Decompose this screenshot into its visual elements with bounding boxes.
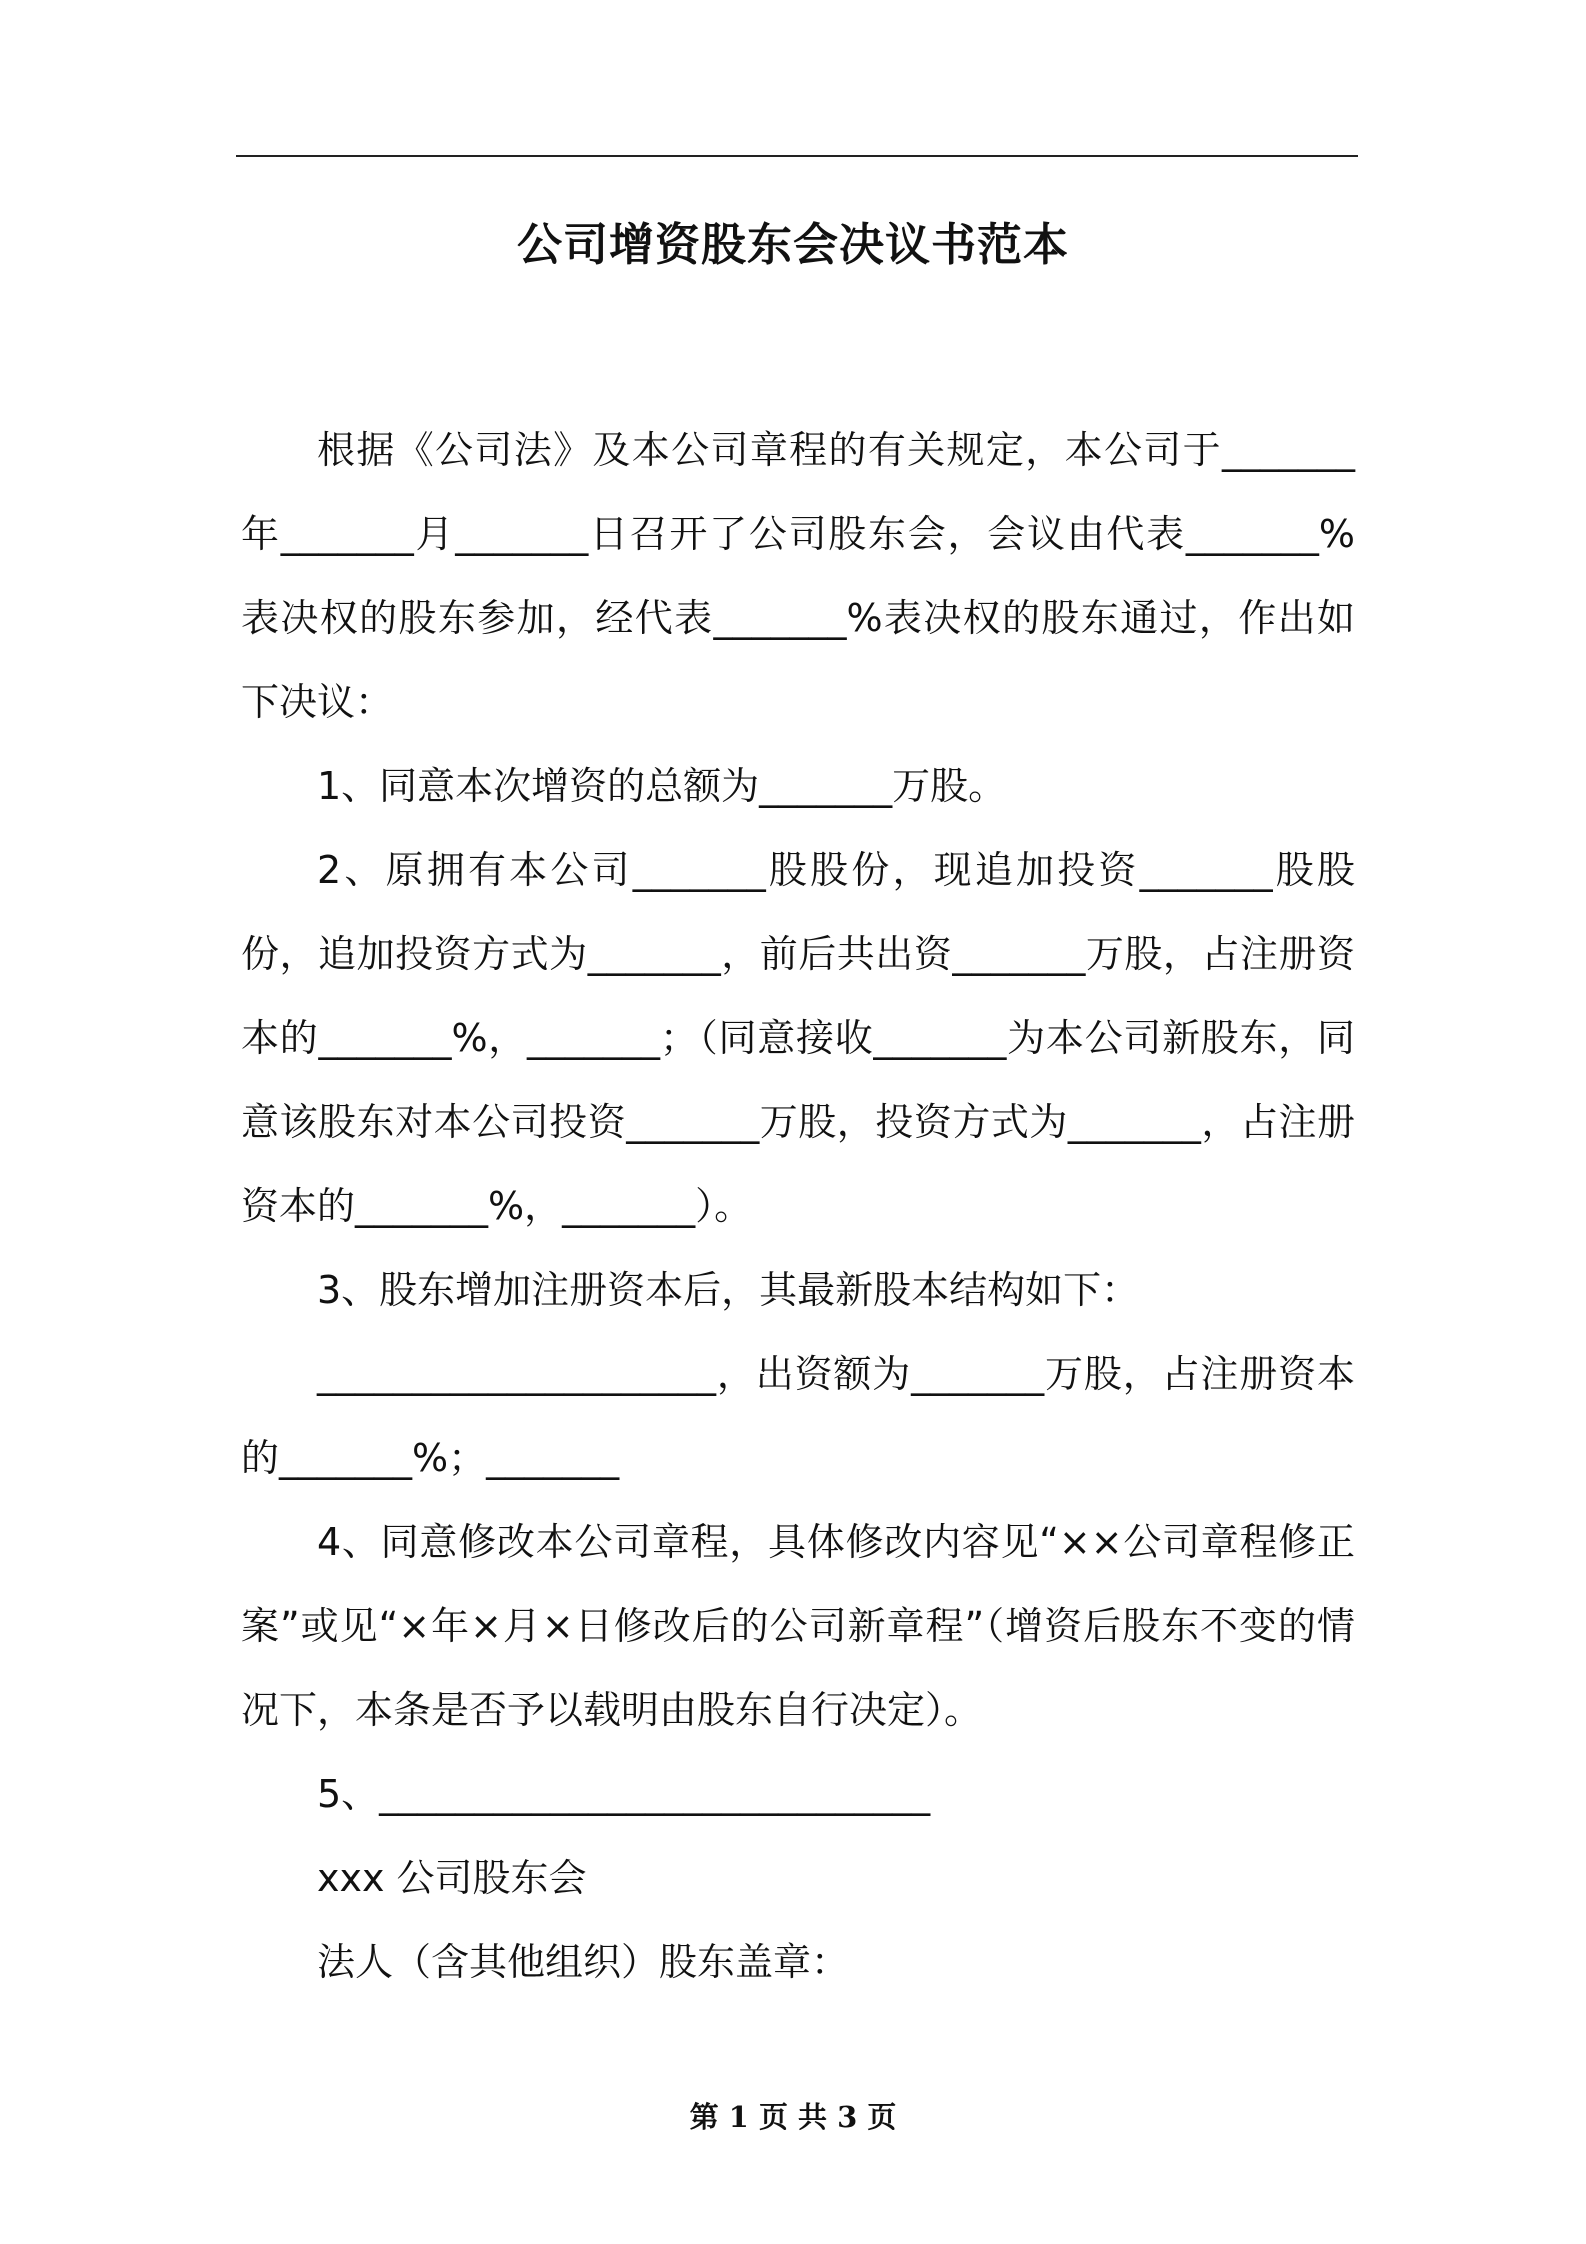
- paragraph-preamble: 根据《公司法》及本公司章程的有关规定，本公司于_______年_______月_______日召开了公司股东会，会议由代表_______%表决权的股东参加，经代表_______%表决权的股东通过，作出如下决议：: [241, 428, 1355, 724]
- signatory-seal-label: 法人（含其他组织）股东盖章：: [317, 1940, 850, 1984]
- header-rule: [236, 155, 1358, 157]
- paragraph-item-4: 4、同意修改本公司章程，具体修改内容见“××公司章程修正案”或见“×年×月×日修改后的公司新章程”（增资后股东不变的情况下，本条是否予以载明由股东自行决定）。: [241, 1520, 1355, 1732]
- paragraph-item-1: 1、同意本次增资的总额为_______万股。: [317, 764, 1007, 808]
- paragraph-item-3: 3、股东增加注册资本后，其最新股本结构如下：: [317, 1268, 1140, 1312]
- document-body: [241, 408, 1355, 2004]
- page-indicator: 第 1 页 共 3 页: [689, 2100, 897, 2134]
- paragraph-item-2: 2、原拥有本公司_______股股份，现追加投资_______股股份，追加投资方式为_______，前后共出资_______万股，占注册资本的_______%，_______；（同意接收_______为本公司新股东，同意该股东对本公司投资_______万股，投资方式为_______，占注册资本的_______%，_______）。: [241, 848, 1355, 1228]
- signatory-company: xxx 公司股东会: [317, 1856, 587, 1900]
- document-title: 公司增资股东会决议书范本: [516, 218, 1069, 271]
- paragraph-item-5: 5、_____________________________: [317, 1772, 931, 1816]
- paragraph-share-structure: _____________________，出资额为_______万股，占注册资本的_______%；_______: [241, 1352, 1355, 1480]
